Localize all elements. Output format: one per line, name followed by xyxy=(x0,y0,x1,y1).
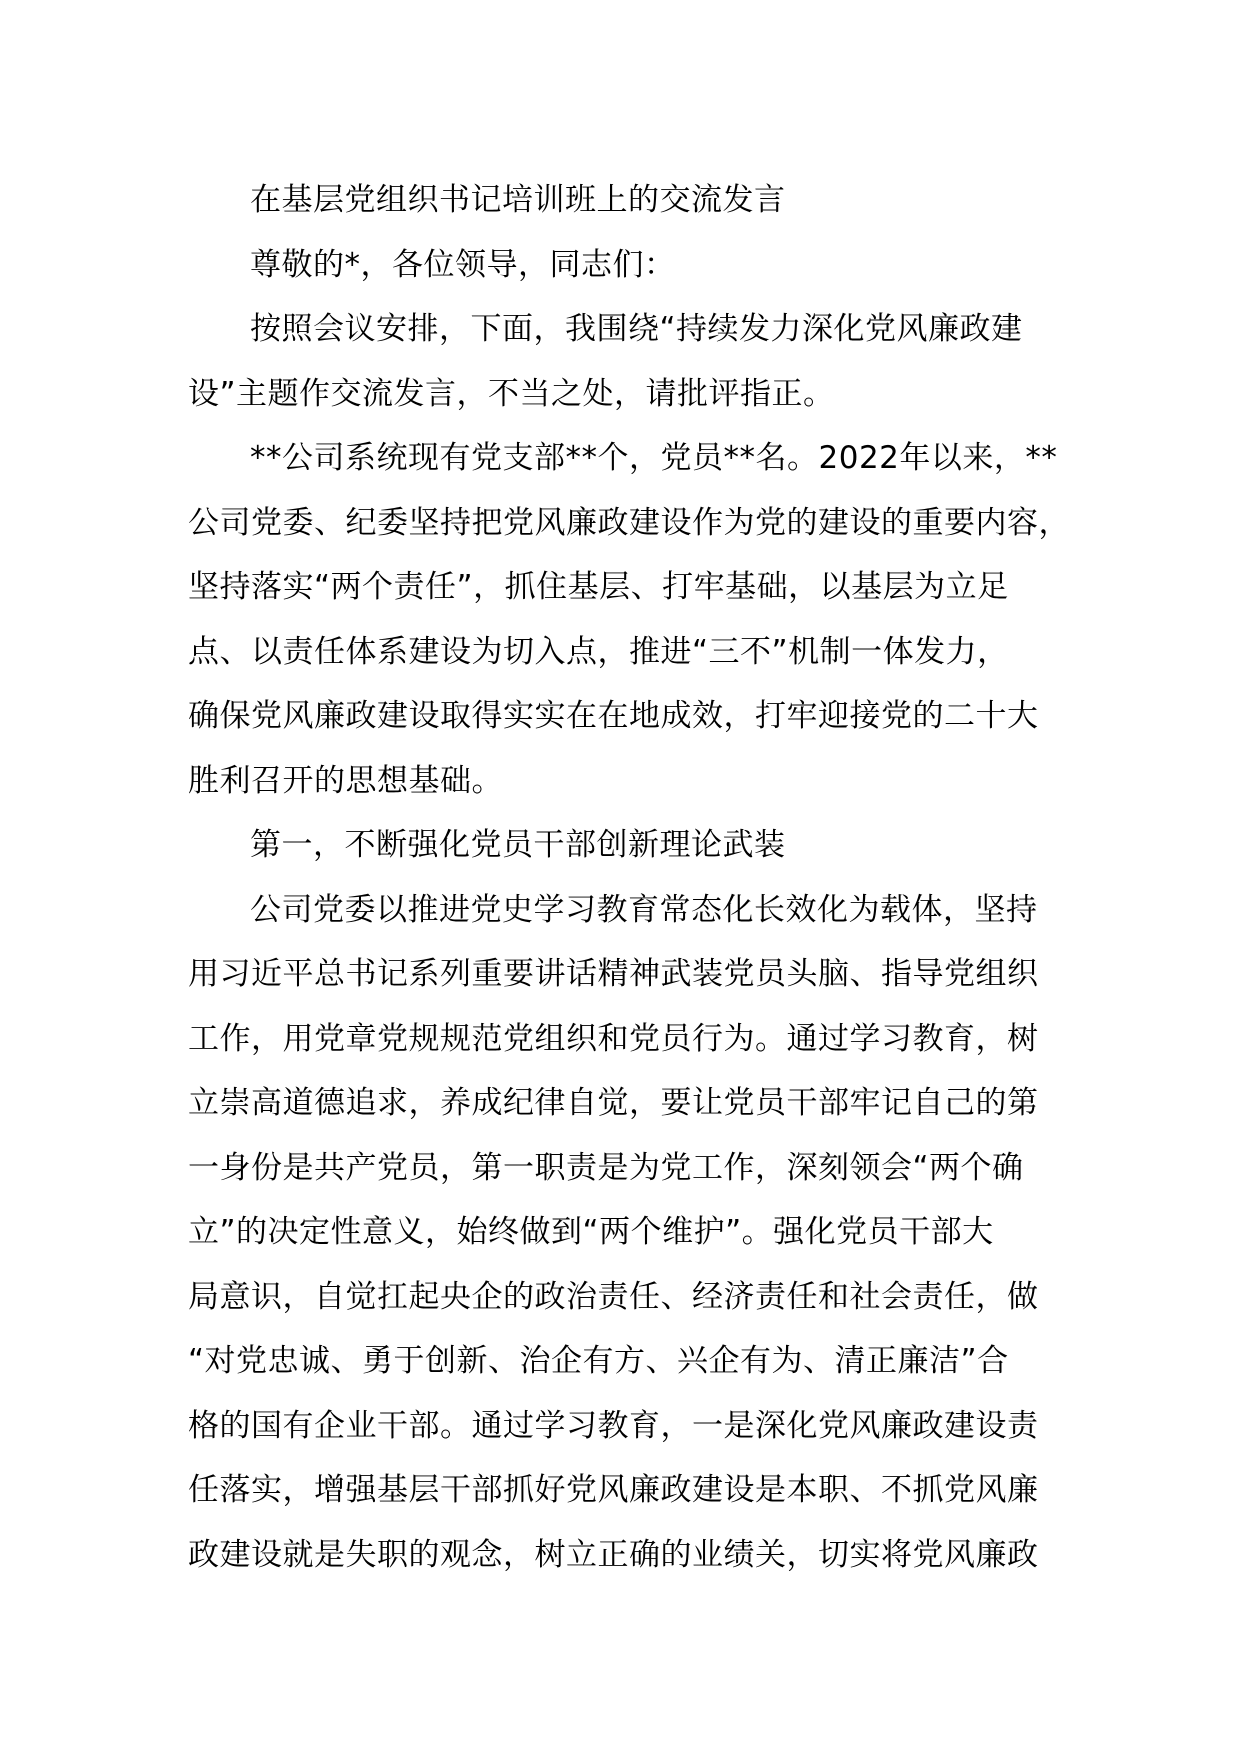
document-title: 在基层党组织书记培训班上的交流发言 xyxy=(250,182,786,218)
paragraph-line: 任落实，增强基层干部抓好党风廉政建设是本职、不抓党风廉 xyxy=(188,1472,1039,1508)
paragraph-line: 一身份是共产党员，第一职责是为党工作，深刻领会“两个确 xyxy=(188,1149,1024,1186)
paragraph-line: 立崇高道德追求，养成纪律自觉，要让党员干部牢记自己的第 xyxy=(188,1085,1039,1121)
paragraph-line: **公司系统现有党支部**个，党员**名。2022年以来，** xyxy=(250,440,1058,476)
paragraph-line: 用习近平总书记系列重要讲话精神武装党员头脑、指导党组织 xyxy=(188,956,1039,992)
document-body xyxy=(188,168,1070,1587)
paragraph-line: 确保党风廉政建设取得实实在在地成效，打牢迎接党的二十大 xyxy=(188,698,1039,734)
salutation: 尊敬的*，各位领导，同志们： xyxy=(250,246,676,283)
paragraph-line: 工作，用党章党规规范党组织和党员行为。通过学习教育，树 xyxy=(188,1020,1039,1057)
paragraph-line: 胜利召开的思想基础。 xyxy=(188,762,503,799)
paragraph-line: 设”主题作交流发言，不当之处，请批评指正。 xyxy=(188,375,835,412)
paragraph-line: 公司党委以推进党史学习教育常态化长效化为载体，坚持 xyxy=(250,891,1038,928)
paragraph-line: 格的国有企业干部。通过学习教育，一是深化党风廉政建设责 xyxy=(188,1407,1039,1444)
paragraph-line: 点、以责任体系建设为切入点，推进“三不”机制一体发力， xyxy=(188,633,1009,670)
paragraph-line: 公司党委、纪委坚持把党风廉政建设作为党的建设的重要内容， xyxy=(188,504,1070,541)
paragraph-line: 局意识，自觉扛起央企的政治责任、经济责任和社会责任，做 xyxy=(188,1278,1039,1315)
paragraph-line: 按照会议安排，下面，我围绕“持续发力深化党风廉政建 xyxy=(250,311,1023,347)
paragraph-line: 政建设就是失职的观念，树立正确的业绩关，切实将党风廉政 xyxy=(188,1536,1039,1573)
paragraph-line: “对党忠诚、勇于创新、治企有方、兴企有为、清正廉洁”合 xyxy=(188,1343,1009,1379)
paragraph-line: 坚持落实“两个责任”，抓住基层、打牢基础，以基层为立足 xyxy=(188,569,1009,605)
paragraph-line: 立”的决定性意义，始终做到“两个维护”。强化党员干部大 xyxy=(188,1214,994,1250)
section-heading: 第一，不断强化党员干部创新理论武装 xyxy=(250,827,786,863)
